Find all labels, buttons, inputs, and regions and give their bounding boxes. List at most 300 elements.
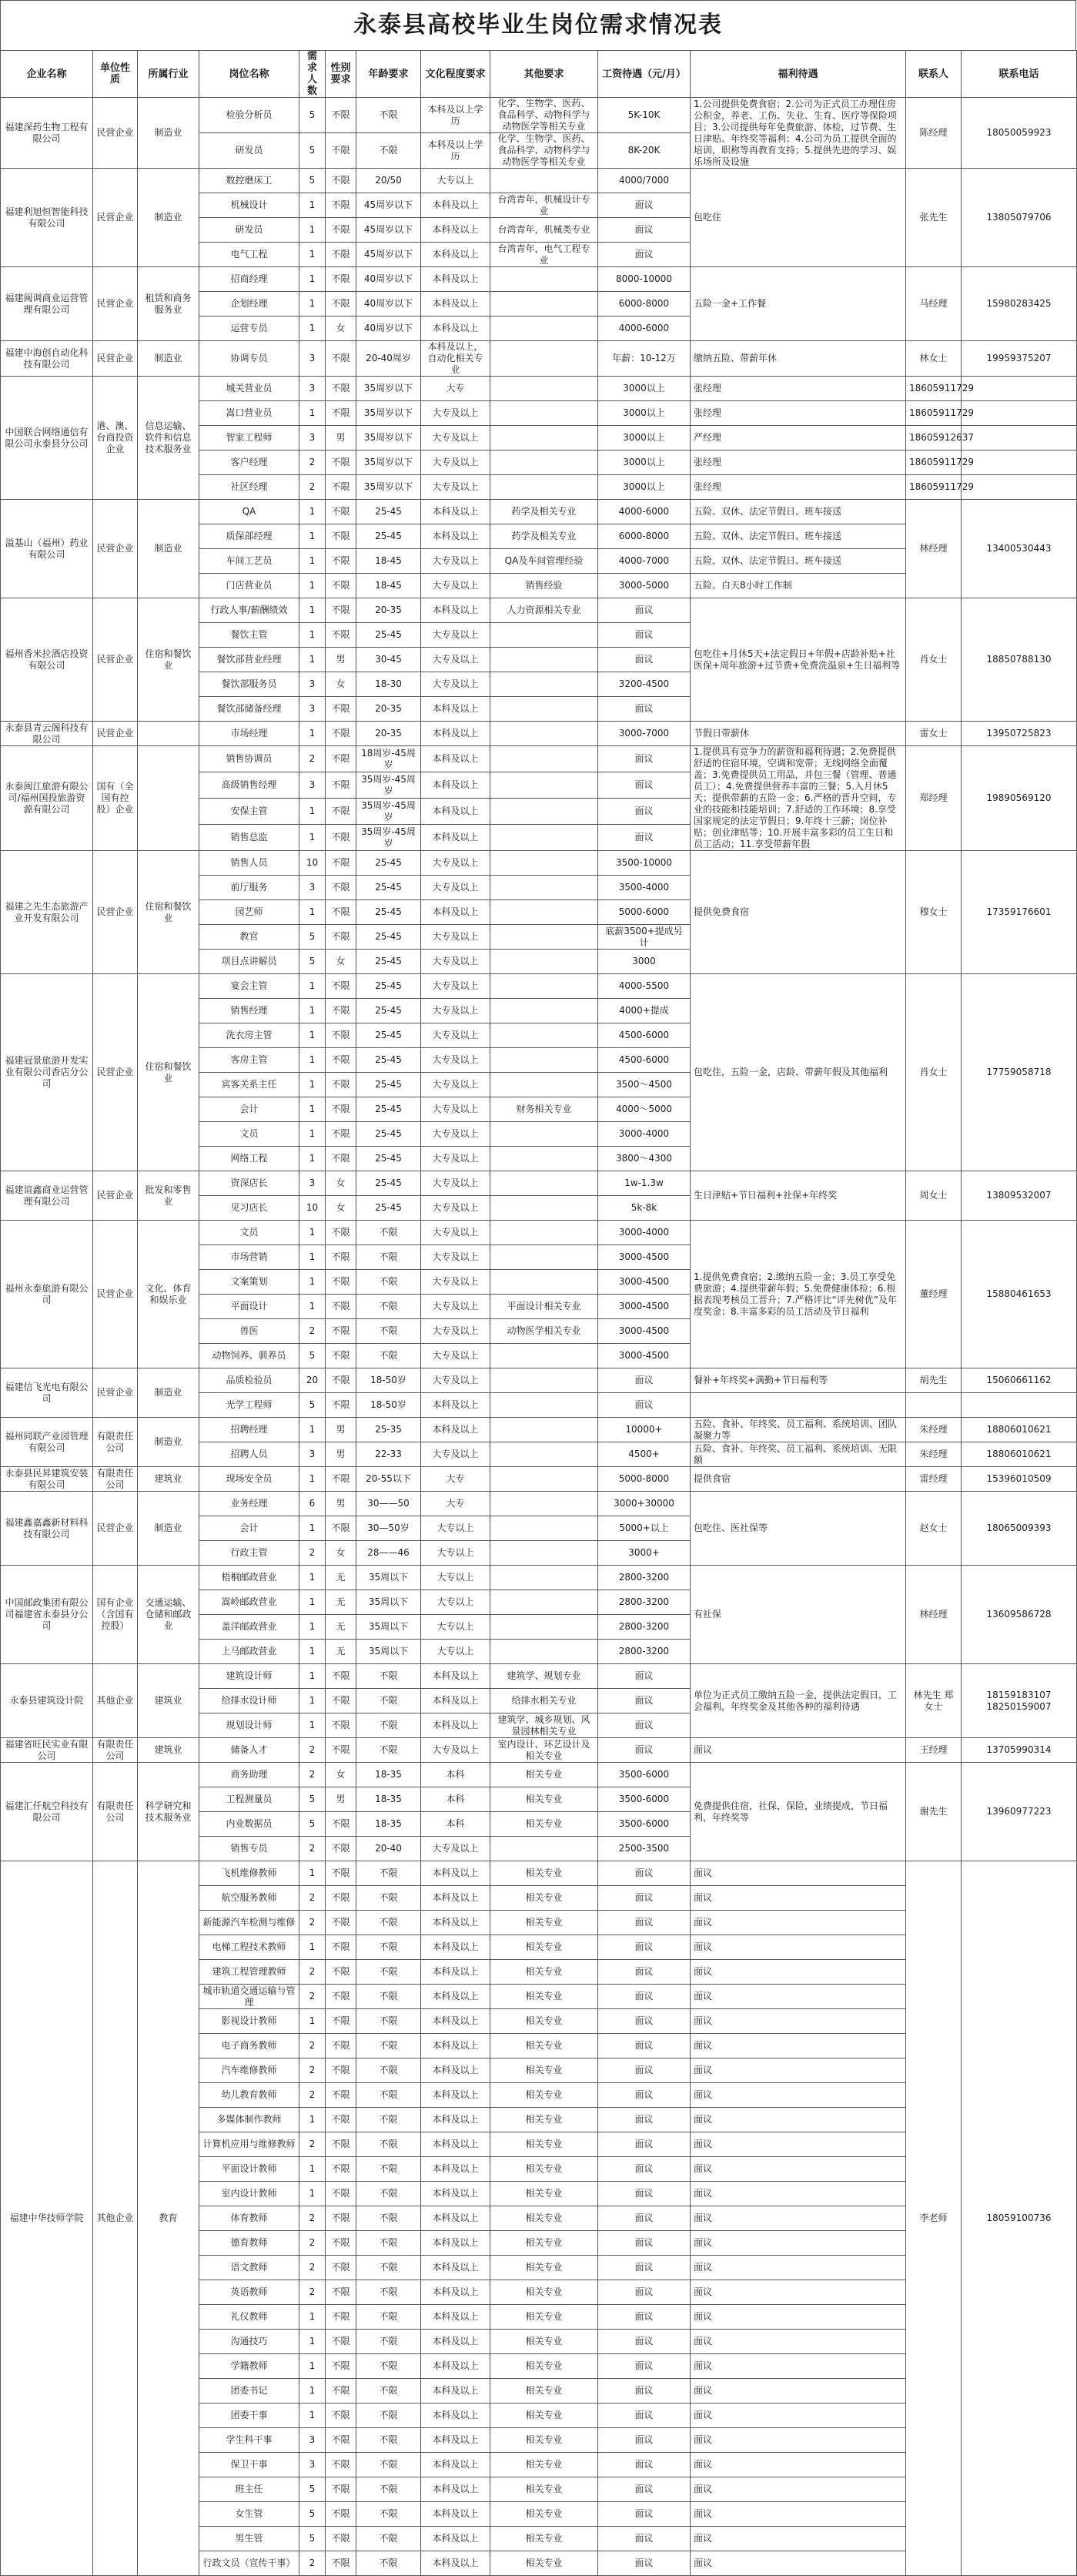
- job-other: [490, 1640, 598, 1664]
- job-education: 大专及以上: [421, 401, 490, 426]
- job-other: 相关专业: [490, 2157, 598, 2182]
- job-position: 宴会主管: [199, 974, 299, 999]
- job-salary: 面议: [598, 2477, 691, 2502]
- job-age: 18-35: [356, 1812, 421, 1837]
- job-gender: 不限: [326, 1664, 356, 1689]
- job-other: 相关专业: [490, 1812, 598, 1837]
- job-salary: 面议: [598, 1713, 691, 1738]
- job-count: 1: [299, 999, 326, 1023]
- job-education: 大专及以上: [421, 950, 490, 974]
- job-welfare: 面议: [691, 1985, 906, 2009]
- job-gender: 女: [326, 1196, 356, 1221]
- job-salary: 面议: [598, 2330, 691, 2354]
- company-industry: 建筑业: [138, 1664, 199, 1738]
- job-gender: 不限: [326, 2206, 356, 2231]
- job-welfare: 面议: [691, 1911, 906, 1935]
- job-salary: 2500-3500: [598, 1837, 691, 1861]
- table-row: [1, 598, 1077, 623]
- job-contact: 朱经理: [906, 1442, 962, 1467]
- job-education: 大专以上: [421, 1516, 490, 1541]
- job-gender: 不限: [326, 2256, 356, 2280]
- company-industry: 文化、体育和娱乐业: [138, 1221, 199, 1368]
- job-position: 研发员: [199, 218, 299, 243]
- job-salary: 5000-8000: [598, 1467, 691, 1492]
- job-welfare: 面议: [691, 1886, 906, 1911]
- table-row: [1, 1861, 1077, 1886]
- company-contact: 郑经理: [906, 746, 962, 851]
- job-salary: 3500～4500: [598, 1073, 691, 1097]
- job-position: 行政主管: [199, 1541, 299, 1566]
- job-welfare: 面议: [691, 2009, 906, 2034]
- job-age: 25-45: [356, 1073, 421, 1097]
- job-gender: 女: [326, 1541, 356, 1566]
- job-count: 2: [299, 1837, 326, 1861]
- job-age: 25-45: [356, 950, 421, 974]
- job-count: 2: [299, 1985, 326, 2009]
- job-count: 1: [299, 1713, 326, 1738]
- job-salary: 4500+: [598, 1442, 691, 1467]
- job-position: 电梯工程技术教师: [199, 1935, 299, 1960]
- job-contact: 朱经理: [906, 1418, 962, 1442]
- job-salary: 3000-4500: [598, 1245, 691, 1270]
- job-age: 不限: [356, 2280, 421, 2305]
- job-age: 25-45: [356, 1147, 421, 1171]
- job-position: 车间工艺员: [199, 549, 299, 574]
- job-other: 建筑学、城乡规划、风景园林相关专业: [490, 1713, 598, 1738]
- job-age: 20-55以下: [356, 1467, 421, 1492]
- job-position: 餐饮部服务员: [199, 672, 299, 697]
- job-age: 不限: [356, 2256, 421, 2280]
- job-position: 质保部经理: [199, 524, 299, 549]
- company-nature: 民营企业: [93, 1492, 138, 1566]
- job-other: 相关专业: [490, 2477, 598, 2502]
- job-gender: 不限: [326, 2058, 356, 2083]
- job-count: 1: [299, 1467, 326, 1492]
- job-other: 相关专业: [490, 2182, 598, 2206]
- job-phone: [962, 451, 1077, 475]
- job-salary: 2800-3200: [598, 1615, 691, 1640]
- job-gender: 不限: [326, 1886, 356, 1911]
- job-education: 本科及以上: [421, 722, 490, 746]
- job-age: 不限: [356, 2305, 421, 2330]
- job-salary: 3000-4000: [598, 1122, 691, 1147]
- job-position: 市场经理: [199, 722, 299, 746]
- job-count: 1: [299, 2379, 326, 2403]
- job-other: [490, 1590, 598, 1615]
- job-welfare: 面议: [691, 2280, 906, 2305]
- job-count: 1: [299, 1048, 326, 1073]
- job-other: 化学、生物学、医药、食品科学、动物科学与动物医学等相关专业: [490, 133, 598, 169]
- job-other: 相关专业: [490, 2034, 598, 2058]
- job-gender: 女: [326, 950, 356, 974]
- company-industry: 批发和零售业: [138, 1171, 199, 1221]
- job-position: 体育教师: [199, 2206, 299, 2231]
- job-age: 不限: [356, 1319, 421, 1344]
- job-age: 不限: [356, 2502, 421, 2527]
- job-education: 大专以上: [421, 1541, 490, 1566]
- job-position: 销售人员: [199, 851, 299, 876]
- job-count: 2: [299, 2231, 326, 2256]
- job-education: 大专及以上: [421, 1319, 490, 1344]
- job-age: 不限: [356, 133, 421, 169]
- company-contact: 肖女士: [906, 974, 962, 1171]
- job-education: 大专及以上: [421, 574, 490, 598]
- job-salary: 3000: [598, 950, 691, 974]
- job-age: 不限: [356, 2354, 421, 2379]
- job-gender: 不限: [326, 2477, 356, 2502]
- job-salary: 面议: [598, 799, 691, 825]
- company-welfare: 单位为正式员工缴纳五险一金，提供法定假日，工会福利，年终奖金及其他各种的福利待遇: [691, 1664, 906, 1738]
- job-education: 本科及以上: [421, 598, 490, 623]
- job-age: 45周岁以下: [356, 193, 421, 218]
- job-salary: 3000以上: [598, 377, 691, 401]
- job-salary: 面议: [598, 2428, 691, 2453]
- job-age: 不限: [356, 2157, 421, 2182]
- job-salary: 8K-20K: [598, 133, 691, 169]
- job-age: 不限: [356, 2477, 421, 2502]
- job-gender: 不限: [326, 451, 356, 475]
- company-phone: 19890569120: [962, 746, 1077, 851]
- header-phone: 联系电话: [962, 51, 1077, 98]
- job-position: 餐饮部营业经理: [199, 648, 299, 672]
- job-age: 不限: [356, 2083, 421, 2108]
- job-education: 本科及以上: [421, 799, 490, 825]
- job-other: [490, 377, 598, 401]
- job-education: 本科及以上: [421, 1689, 490, 1713]
- company-phone: 18850788130: [962, 598, 1077, 722]
- job-gender: 不限: [326, 169, 356, 193]
- job-position: 协调专员: [199, 341, 299, 377]
- company-phone: 17759058718: [962, 974, 1077, 1171]
- job-position: 门店营业员: [199, 574, 299, 598]
- job-gender: 不限: [326, 193, 356, 218]
- job-education: 大专及以上: [421, 1442, 490, 1467]
- company-welfare: 有社保: [691, 1566, 906, 1664]
- job-education: 大专及以上: [421, 1270, 490, 1295]
- company-industry: 住宿和餐饮业: [138, 598, 199, 722]
- job-position: 会计: [199, 1097, 299, 1122]
- job-position: 行政文员（宣传干事）: [199, 2551, 299, 2576]
- company-name: 福建省旺民实业有限公司: [1, 1738, 93, 1763]
- job-salary: 4000+提成: [598, 999, 691, 1023]
- job-salary: 4000-6000: [598, 317, 691, 341]
- job-welfare: 面议: [691, 2108, 906, 2132]
- company-contact: 周女士: [906, 1171, 962, 1221]
- job-gender: 不限: [326, 341, 356, 377]
- job-gender: 不限: [326, 925, 356, 950]
- job-education: 大专及以上: [421, 851, 490, 876]
- job-other: [490, 169, 598, 193]
- job-gender: 不限: [326, 1097, 356, 1122]
- job-age: 不限: [356, 2108, 421, 2132]
- job-count: 1: [299, 974, 326, 999]
- job-position: 学籍教师: [199, 2354, 299, 2379]
- job-count: 1: [299, 799, 326, 825]
- company-nature: 民营企业: [93, 1368, 138, 1418]
- job-gender: 不限: [326, 1689, 356, 1713]
- job-age: 25-45: [356, 1023, 421, 1048]
- job-other: 室内设计、环艺设计及相关专业: [490, 1738, 598, 1763]
- job-gender: 不限: [326, 2330, 356, 2354]
- job-education: 本科及以上，自动化相关专业: [421, 341, 490, 377]
- job-position: 文员: [199, 1221, 299, 1245]
- job-position: 企划经理: [199, 292, 299, 317]
- company-industry: 建筑业: [138, 1467, 199, 1492]
- job-age: 不限: [356, 2551, 421, 2576]
- job-position: 建筑工程管理教师: [199, 1960, 299, 1985]
- job-position: 航空服务教师: [199, 1886, 299, 1911]
- job-gender: 不限: [326, 2034, 356, 2058]
- job-other: 相关专业: [490, 2379, 598, 2403]
- job-education: 本科及以上: [421, 267, 490, 292]
- job-count: 2: [299, 2551, 326, 2576]
- job-position: 智家工程师: [199, 426, 299, 451]
- job-count: 5: [299, 1787, 326, 1812]
- job-count: 1: [299, 1023, 326, 1048]
- job-education: 本科及以上: [421, 1935, 490, 1960]
- job-age: 不限: [356, 2231, 421, 2256]
- job-contact: 18605911729: [906, 475, 962, 500]
- job-phone: 18806010621: [962, 1418, 1077, 1442]
- job-position: 招商经理: [199, 267, 299, 292]
- job-count: 1: [299, 1073, 326, 1097]
- company-industry: 制造业: [138, 98, 199, 169]
- job-salary: 3500-4000: [598, 876, 691, 900]
- job-age: 18-45: [356, 549, 421, 574]
- table-row: [1, 169, 1077, 193]
- job-gender: 不限: [326, 2354, 356, 2379]
- job-count: 1: [299, 1664, 326, 1689]
- job-gender: 不限: [326, 98, 356, 133]
- job-age: 20-40: [356, 1837, 421, 1861]
- job-position: 给排水设计师: [199, 1689, 299, 1713]
- table-row: [1, 1368, 1077, 1393]
- job-salary: 面议: [598, 697, 691, 722]
- job-age: 25-45: [356, 1171, 421, 1196]
- job-count: 1: [299, 1615, 326, 1640]
- job-age: 不限: [356, 2058, 421, 2083]
- job-education: 本科及以上: [421, 2527, 490, 2551]
- job-other: [490, 1615, 598, 1640]
- job-position: 销售协调员: [199, 746, 299, 772]
- job-count: 1: [299, 524, 326, 549]
- job-education: 大专及以上: [421, 1097, 490, 1122]
- job-other: 销售经验: [490, 574, 598, 598]
- job-education: 本科及以上: [421, 2132, 490, 2157]
- job-position: 平面设计教师: [199, 2157, 299, 2182]
- job-education: 大专及以上: [421, 1073, 490, 1097]
- job-age: 35周以下: [356, 1615, 421, 1640]
- job-salary: 3500-10000: [598, 851, 691, 876]
- job-education: 大专及以上: [421, 549, 490, 574]
- job-other: 动物医学相关专业: [490, 1319, 598, 1344]
- job-gender: 不限: [326, 401, 356, 426]
- job-other: 药学及相关专业: [490, 500, 598, 524]
- job-education: 大专: [421, 1492, 490, 1516]
- job-welfare: 面议: [691, 2502, 906, 2527]
- job-position: 网络工程: [199, 1147, 299, 1171]
- job-salary: 面议: [598, 648, 691, 672]
- job-education: 本科及以上: [421, 1418, 490, 1442]
- company-name: 福建鑫嘉鑫新材料科技有限公司: [1, 1492, 93, 1566]
- job-welfare: 张经理: [691, 401, 906, 426]
- job-gender: 不限: [326, 1393, 356, 1418]
- job-count: 1: [299, 2354, 326, 2379]
- job-age: 25-45: [356, 974, 421, 999]
- job-other: 相关专业: [490, 1787, 598, 1812]
- job-age: 20-40周岁: [356, 341, 421, 377]
- job-education: 大专及以上: [421, 1122, 490, 1147]
- job-age: 不限: [356, 1713, 421, 1738]
- job-welfare: [691, 1393, 906, 1418]
- company-phone: 17359176601: [962, 851, 1077, 974]
- job-age: 20-35: [356, 598, 421, 623]
- header-company: 企业名称: [1, 51, 93, 98]
- job-education: 大专以上: [421, 1615, 490, 1640]
- job-age: 20-35: [356, 697, 421, 722]
- job-age: 18-50岁: [356, 1368, 421, 1393]
- job-age: 35周以下: [356, 1566, 421, 1590]
- company-name: 中国联合网络通信有限公司永泰县分公司: [1, 377, 93, 500]
- job-welfare: 面议: [691, 2206, 906, 2231]
- company-industry: 制造业: [138, 500, 199, 598]
- job-education: 大专: [421, 1467, 490, 1492]
- job-gender: 不限: [326, 1221, 356, 1245]
- job-welfare: 面议: [691, 2428, 906, 2453]
- job-welfare: 面议: [691, 2231, 906, 2256]
- job-position: 餐饮主管: [199, 623, 299, 648]
- job-gender: 不限: [326, 1270, 356, 1295]
- job-age: 不限: [356, 1985, 421, 2009]
- job-other: 相关专业: [490, 1886, 598, 1911]
- job-salary: 面议: [598, 193, 691, 218]
- job-other: 相关专业: [490, 2206, 598, 2231]
- job-other: [490, 267, 598, 292]
- job-other: [490, 475, 598, 500]
- job-gender: 不限: [326, 2502, 356, 2527]
- job-welfare: 面议: [691, 2256, 906, 2280]
- company-phone: 18159183107 18250159007: [962, 1664, 1077, 1738]
- job-salary: 面议: [598, 825, 691, 851]
- company-welfare: 提供免费食宿: [691, 851, 906, 974]
- job-welfare: 面议: [691, 1861, 906, 1886]
- job-education: 本科及以上: [421, 2009, 490, 2034]
- job-salary: 3200-4500: [598, 672, 691, 697]
- job-count: 3: [299, 426, 326, 451]
- job-education: 大专及以上: [421, 1221, 490, 1245]
- job-salary: 2800-3200: [598, 1590, 691, 1615]
- job-other: [490, 799, 598, 825]
- header-salary: 工资待遇（元/月）: [598, 51, 691, 98]
- job-salary: 面议: [598, 2280, 691, 2305]
- job-position: 光学工程师: [199, 1393, 299, 1418]
- job-other: 相关专业: [490, 2280, 598, 2305]
- job-gender: 不限: [326, 851, 356, 876]
- job-age: 18-30: [356, 672, 421, 697]
- job-education: 本科: [421, 1812, 490, 1837]
- job-count: 1: [299, 549, 326, 574]
- job-gender: 不限: [326, 2009, 356, 2034]
- job-gender: 不限: [326, 1023, 356, 1048]
- job-education: 本科及以上: [421, 243, 490, 267]
- job-education: 大专及以上: [421, 648, 490, 672]
- table-row: [1, 1221, 1077, 1245]
- job-age: 30—50岁: [356, 1516, 421, 1541]
- job-other: [490, 950, 598, 974]
- job-gender: 无: [326, 1640, 356, 1664]
- company-welfare: 缴纳五险、带薪年休: [691, 341, 906, 377]
- company-welfare: 免费提供住宿，社保，保险，业绩提成，节日福利，年终奖等: [691, 1763, 906, 1861]
- job-age: 不限: [356, 1245, 421, 1270]
- job-other: 相关专业: [490, 2231, 598, 2256]
- job-salary: 面议: [598, 1368, 691, 1393]
- company-contact: 穆女士: [906, 851, 962, 974]
- job-phone: [962, 401, 1077, 426]
- job-other: 相关专业: [490, 1935, 598, 1960]
- table-header-row: [1, 51, 1077, 98]
- job-age: 35周岁以下: [356, 475, 421, 500]
- job-age: 35周岁以下: [356, 451, 421, 475]
- job-count: 2: [299, 2280, 326, 2305]
- job-count: 2: [299, 1886, 326, 1911]
- job-position: 嵩岭邮政营业: [199, 1590, 299, 1615]
- job-age: 25-45: [356, 925, 421, 950]
- job-position: 城市轨道交通运输与管理: [199, 1985, 299, 2009]
- job-salary: 2800-3200: [598, 1566, 691, 1590]
- job-education: 本科: [421, 1787, 490, 1812]
- job-count: 3: [299, 876, 326, 900]
- job-gender: 不限: [326, 697, 356, 722]
- job-other: 相关专业: [490, 2330, 598, 2354]
- company-welfare: 包吃住: [691, 169, 906, 267]
- job-gender: 不限: [326, 825, 356, 851]
- job-position: 影视设计教师: [199, 2009, 299, 2034]
- job-count: 3: [299, 2428, 326, 2453]
- job-age: 18-35: [356, 1763, 421, 1787]
- job-count: 1: [299, 1861, 326, 1886]
- job-education: 本科及以上: [421, 292, 490, 317]
- job-education: 本科及以上: [421, 2428, 490, 2453]
- job-education: 大专及以上: [421, 623, 490, 648]
- table-row: [1, 722, 1077, 746]
- table-row: [1, 1664, 1077, 1689]
- job-count: 1: [299, 401, 326, 426]
- company-contact: 赵女士: [906, 1492, 962, 1566]
- company-nature: 民营企业: [93, 974, 138, 1171]
- job-phone: 15060661162: [962, 1368, 1077, 1393]
- job-welfare: 面议: [691, 1935, 906, 1960]
- job-count: 1: [299, 1122, 326, 1147]
- job-other: [490, 1492, 598, 1516]
- job-count: 1: [299, 2182, 326, 2206]
- job-education: 本科及以上: [421, 2354, 490, 2379]
- job-education: 本科及以上: [421, 1393, 490, 1418]
- job-age: 35周以下: [356, 1640, 421, 1664]
- job-other: 台湾青年，机械设计专业: [490, 193, 598, 218]
- company-nature: 民营企业: [93, 1221, 138, 1368]
- job-gender: 不限: [326, 1713, 356, 1738]
- company-phone: 13960977223: [962, 1763, 1077, 1861]
- job-welfare: 面议: [691, 2083, 906, 2108]
- job-salary: 4000/7000: [598, 169, 691, 193]
- job-phone: 18806010621: [962, 1442, 1077, 1467]
- company-welfare: 节假日带薪休: [691, 722, 906, 746]
- company-industry: [138, 722, 199, 746]
- job-education: 大专及以上: [421, 1738, 490, 1763]
- job-gender: 不限: [326, 218, 356, 243]
- job-age: 25-45: [356, 876, 421, 900]
- job-welfare: 面议: [691, 2058, 906, 2083]
